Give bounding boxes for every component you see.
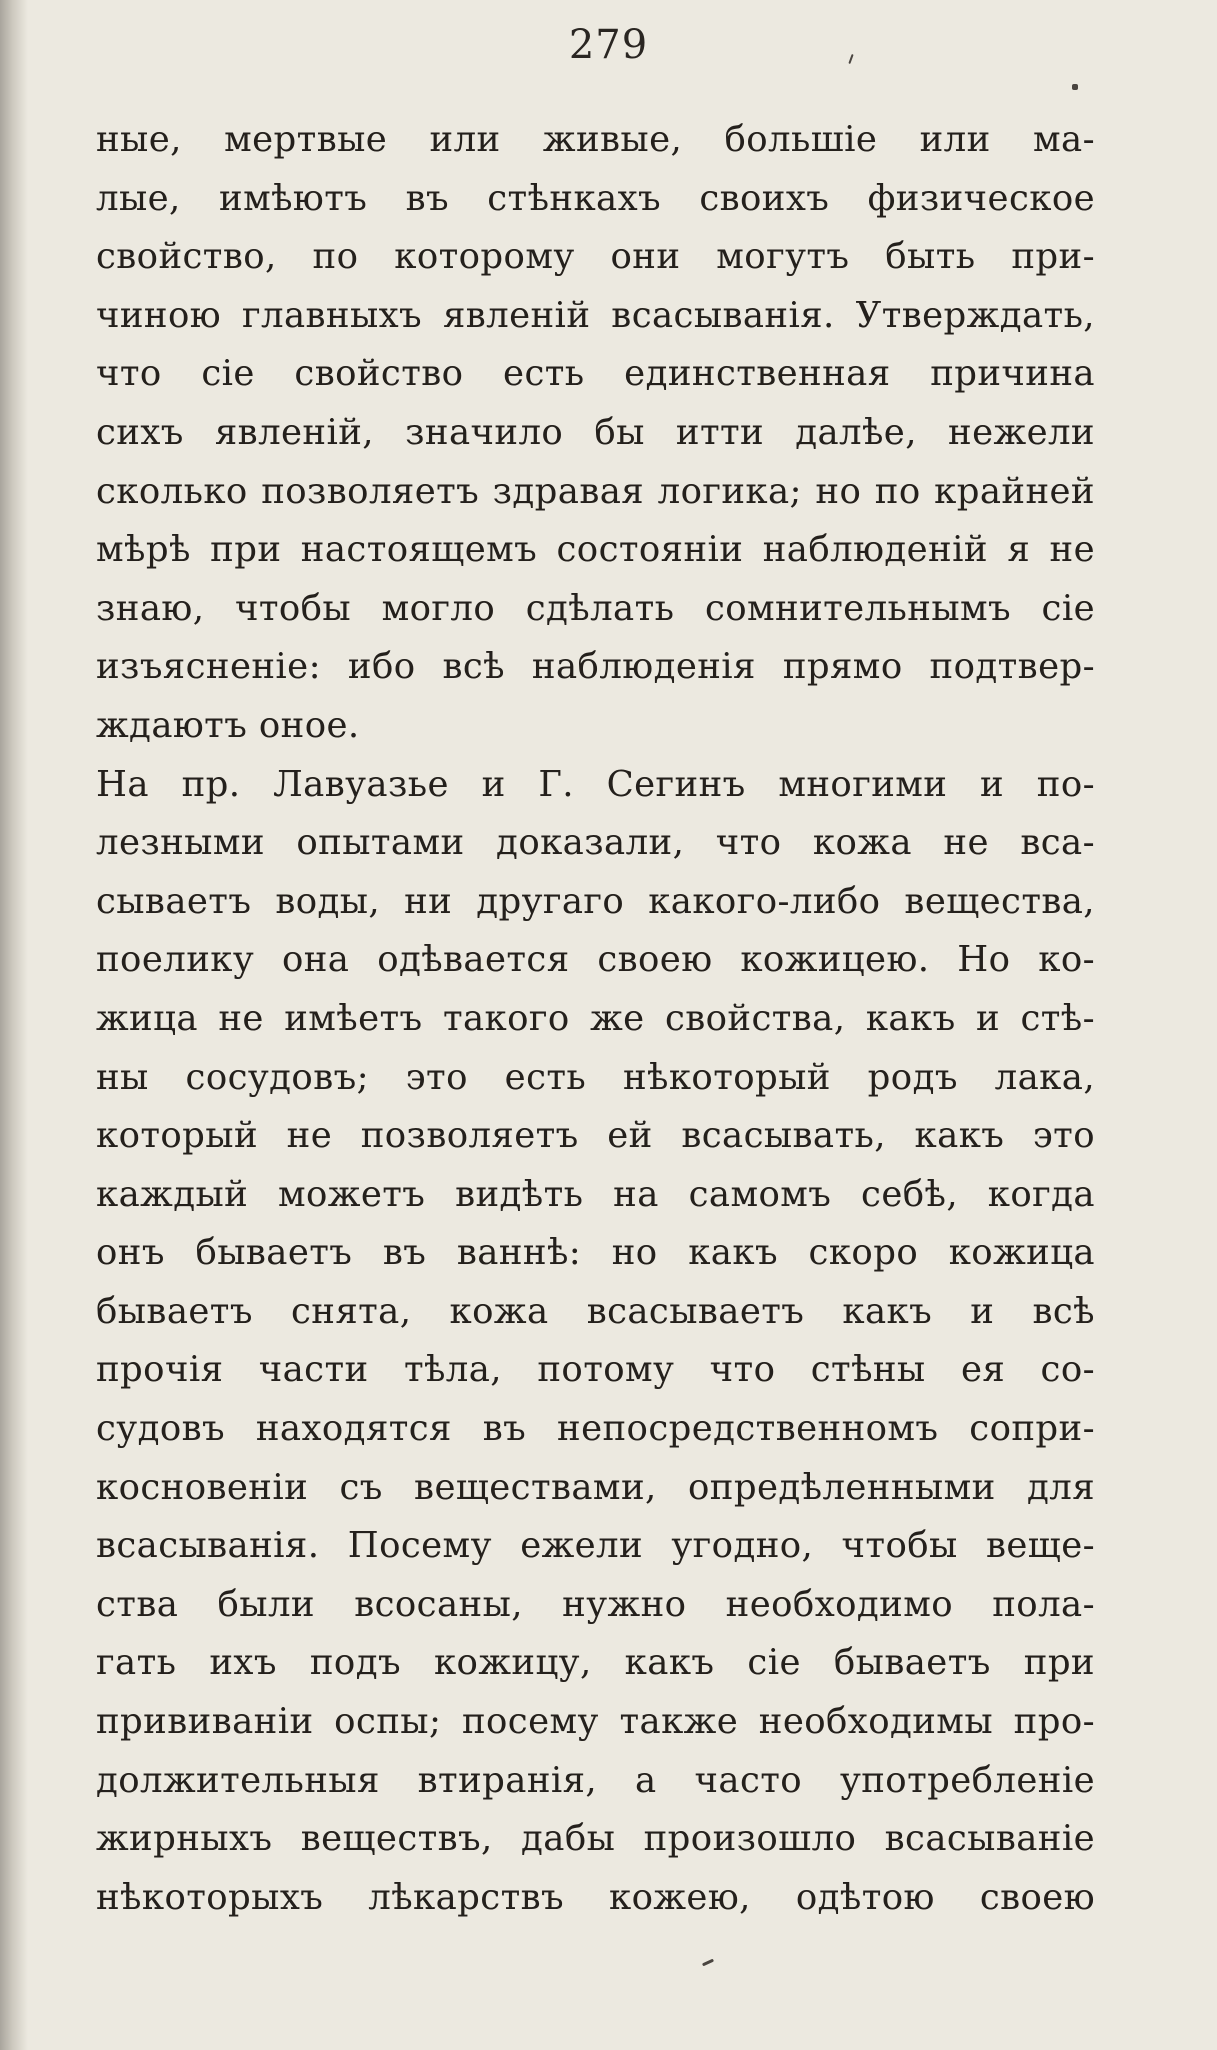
text-line: На пр. Лавуазье и Г. Сегинъ многими и по- xyxy=(96,763,1095,805)
ink-speck xyxy=(702,1959,714,1967)
text-line: который не позволяетъ ей всасывать, какъ это xyxy=(96,1115,1095,1157)
text-line: сколько позволяетъ здравая логика; но по крайней xyxy=(96,470,1095,512)
text-line: должительныя втиранія, а часто употребленіе xyxy=(96,1759,1095,1801)
text-line: ства были всосаны, нужно необходимо пола- xyxy=(96,1583,1095,1625)
text-line: онъ бываетъ въ ваннѣ: но какъ скоро кожица xyxy=(96,1232,1095,1274)
text-line: всасыванія. Посему ежели угодно, чтобы веще- xyxy=(96,1525,1095,1567)
text-line: знаю, чтобы могло сдѣлать сомнительнымъ сіе xyxy=(96,587,1095,629)
text-line: мѣрѣ при настоящемъ состояніи наблюденій я не xyxy=(96,529,1095,571)
text-line: ны сосудовъ; это есть нѣкоторый родъ лака, xyxy=(96,1056,1095,1098)
text-line: чиною главныхъ явленій всасыванія. Утверждать, xyxy=(96,294,1095,336)
page-text xyxy=(96,111,1095,1927)
text-line: жирныхъ веществъ, дабы произошло всасываніе xyxy=(96,1818,1095,1860)
text-line: судовъ находятся въ непосредственномъ сопри- xyxy=(96,1408,1095,1450)
text-line: прививаніи оспы; посему также необходимы про- xyxy=(96,1701,1095,1743)
paragraph-1 xyxy=(96,111,1095,756)
text-line: сихъ явленій, значило бы итти далѣе, нежели xyxy=(96,411,1095,453)
text-line: каждый можетъ видѣть на самомъ себѣ, когда xyxy=(96,1173,1095,1215)
text-line: свойство, по которому они могутъ быть при- xyxy=(96,236,1095,278)
text-line: ные, мертвые или живые, большіе или ма- xyxy=(96,119,1095,160)
text-line: лые, имѣютъ въ стѣнкахъ своихъ физическое xyxy=(96,177,1095,219)
text-line: сываетъ воды, ни другаго какого-либо вещества, xyxy=(96,880,1095,922)
ink-speck xyxy=(1072,84,1078,90)
page-number: 279 xyxy=(568,22,649,68)
binding-shadow xyxy=(0,0,28,2050)
text-line: лезными опытами доказали, что кожа не вса- xyxy=(96,822,1095,864)
paragraph-2 xyxy=(96,756,1095,1928)
text-line: изъясненіе: ибо всѣ наблюденія прямо подтвер- xyxy=(96,646,1095,688)
text-line: нѣкоторыхъ лѣкарствъ кожею, одѣтою своею xyxy=(96,1876,1095,1918)
text-line: гать ихъ подъ кожицу, какъ сіе бываетъ при xyxy=(96,1642,1095,1684)
text-line: жица не имѣетъ такого же свойства, какъ и стѣ- xyxy=(96,997,1095,1039)
text-line: ждаютъ оное. xyxy=(96,704,360,746)
text-line: прочія части тѣла, потому что стѣны ея со- xyxy=(96,1349,1095,1391)
text-line: косновеніи съ веществами, опредѣленными для xyxy=(96,1466,1095,1508)
text-line: что сіе свойство есть единственная причина xyxy=(96,353,1095,395)
text-line: поелику она одѣвается своею кожицею. Но ко- xyxy=(96,939,1095,981)
text-line: бываетъ снята, кожа всасываетъ какъ и всѣ xyxy=(96,1290,1095,1332)
